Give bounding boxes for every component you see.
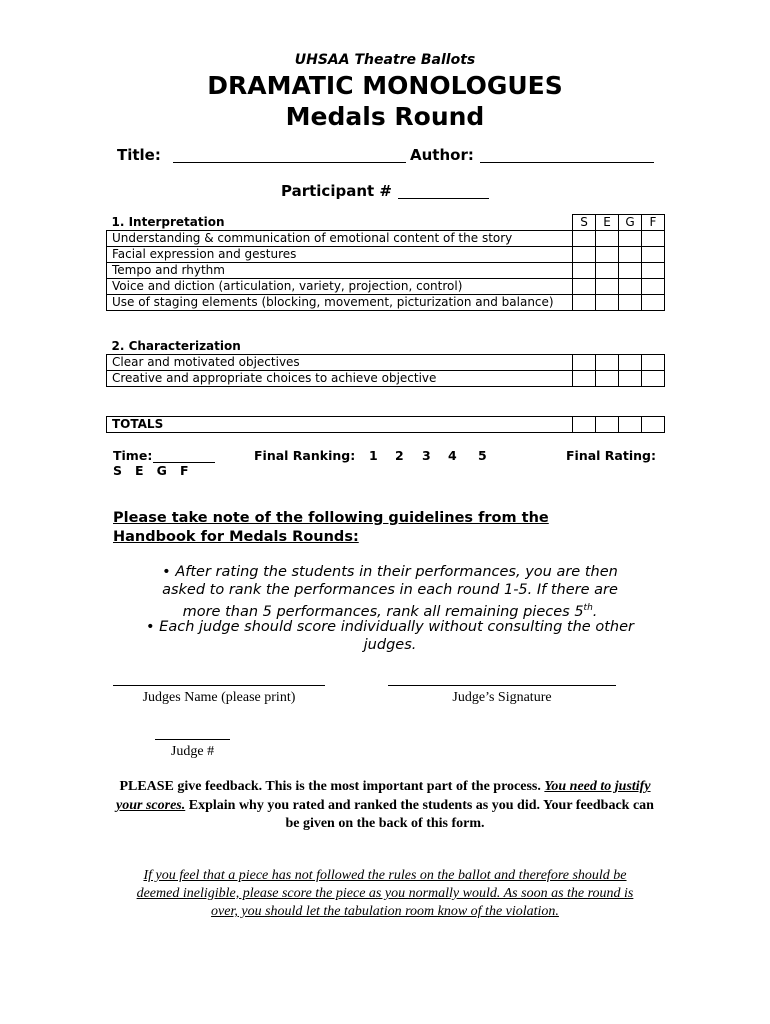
guideline-bullet-2-line1: • Each judge should score individually without consulting the other — [146, 619, 634, 635]
score-cell[interactable] — [619, 371, 642, 387]
guideline-bullet-1-line1: • After rating the students in their performances, you are then — [162, 564, 618, 580]
interpretation-table — [106, 214, 665, 311]
totals-label: TOTALS — [107, 417, 573, 433]
score-cell[interactable] — [596, 279, 619, 295]
guideline-bullet-1-line2: asked to rank the performances in each round 1-5. If there are — [162, 582, 618, 598]
time-label: Time: — [113, 448, 153, 463]
total-cell[interactable] — [573, 417, 596, 433]
rank-option-3[interactable]: 3 — [422, 448, 431, 463]
score-cell[interactable] — [619, 295, 642, 311]
table-row — [107, 263, 665, 279]
guideline-bullet-2-line2: judges. — [363, 637, 417, 653]
score-cell[interactable] — [573, 371, 596, 387]
criterion-label: Voice and diction (articulation, variety, projection, control) — [107, 279, 573, 295]
score-cell[interactable] — [619, 279, 642, 295]
guidelines-heading-line2: Handbook for Medals Rounds: — [113, 529, 359, 545]
score-cell[interactable] — [573, 295, 596, 311]
final-rating-label: Final Rating: — [566, 448, 656, 463]
rank-option-5[interactable]: 5 — [478, 448, 487, 463]
score-cell[interactable] — [596, 355, 619, 371]
score-cell[interactable] — [596, 247, 619, 263]
criterion-label: Use of staging elements (blocking, movement, picturization and balance) — [107, 295, 573, 311]
judge-signature-label: Judge’s Signature — [452, 690, 552, 705]
table-row — [107, 295, 665, 311]
participant-field[interactable] — [398, 198, 489, 199]
score-cell[interactable] — [642, 295, 665, 311]
title-field[interactable] — [173, 162, 406, 163]
rank-option-1[interactable]: 1 — [369, 448, 378, 463]
total-cell[interactable] — [596, 417, 619, 433]
score-col-g: G — [619, 215, 642, 231]
ineligible-note-line1: If you feel that a piece has not followed the rules on the ballot and therefore should be — [143, 868, 627, 883]
score-cell[interactable] — [573, 279, 596, 295]
score-col-s: S — [573, 215, 596, 231]
score-cell[interactable] — [619, 247, 642, 263]
totals-row — [107, 417, 665, 433]
score-col-f: F — [642, 215, 665, 231]
judge-name-label: Judges Name (please print) — [142, 690, 296, 705]
score-cell[interactable] — [619, 231, 642, 247]
participant-label: Participant # — [281, 182, 392, 200]
ballot-subtitle: UHSAA Theatre Ballots — [294, 52, 476, 68]
final-ranking-label: Final Ranking: — [254, 448, 356, 463]
judge-number-field[interactable] — [155, 739, 230, 740]
score-cell[interactable] — [573, 263, 596, 279]
score-cell[interactable] — [642, 263, 665, 279]
totals-table — [106, 416, 665, 433]
guideline-bullet-1-line3: more than 5 performances, rank all remaining pieces 5th. — [182, 603, 598, 620]
author-field[interactable] — [480, 162, 654, 163]
author-label: Author: — [410, 146, 474, 164]
score-cell[interactable] — [642, 231, 665, 247]
total-cell[interactable] — [642, 417, 665, 433]
score-cell[interactable] — [573, 247, 596, 263]
score-cell[interactable] — [596, 295, 619, 311]
characterization-table — [106, 339, 665, 387]
judge-number-label: Judge # — [170, 744, 215, 759]
title-label: Title: — [117, 146, 161, 164]
score-cell[interactable] — [642, 355, 665, 371]
table-row — [107, 247, 665, 263]
guidelines-heading-line1: Please take note of the following guidelines from the — [113, 510, 549, 526]
score-cell[interactable] — [596, 263, 619, 279]
criterion-label: Creative and appropriate choices to achieve objective — [107, 371, 573, 387]
score-col-e: E — [596, 215, 619, 231]
table-row — [107, 355, 665, 371]
ineligible-note-line2: deemed ineligible, please score the piece as you normally would. As soon as the round is — [136, 886, 634, 901]
total-cell[interactable] — [619, 417, 642, 433]
criterion-label: Tempo and rhythm — [107, 263, 573, 279]
score-cell[interactable] — [596, 371, 619, 387]
table-row — [107, 279, 665, 295]
rank-option-2[interactable]: 2 — [395, 448, 404, 463]
score-cell[interactable] — [619, 263, 642, 279]
criterion-label: Understanding & communication of emotional content of the story — [107, 231, 573, 247]
table-row — [107, 231, 665, 247]
score-cell[interactable] — [619, 355, 642, 371]
page-title: DRAMATIC MONOLOGUES — [207, 71, 563, 100]
score-cell[interactable] — [642, 279, 665, 295]
table-row — [107, 371, 665, 387]
ineligible-note-line3: over, you should let the tabulation room know of the violation. — [211, 904, 559, 919]
criterion-label: Facial expression and gestures — [107, 247, 573, 263]
judge-signature-field[interactable] — [388, 685, 616, 686]
score-cell[interactable] — [642, 247, 665, 263]
score-cell[interactable] — [596, 231, 619, 247]
criterion-label: Clear and motivated objectives — [107, 355, 573, 371]
score-cell[interactable] — [573, 231, 596, 247]
judge-name-field[interactable] — [113, 685, 325, 686]
rank-option-4[interactable]: 4 — [448, 448, 457, 463]
score-cell[interactable] — [642, 371, 665, 387]
feedback-paragraph: PLEASE give feedback. This is the most important part of the process. You need to justify your scores. Explain why you rated and ranked the students as you did. Your feedback can be given on the back of this form. — [116, 779, 654, 831]
round-title: Medals Round — [285, 102, 485, 131]
time-rating-letters: S E G F — [113, 463, 189, 478]
section-heading-characterization: 2. Characterization — [107, 339, 573, 355]
score-cell[interactable] — [573, 355, 596, 371]
section-heading-interpretation: 1. Interpretation — [107, 215, 573, 231]
